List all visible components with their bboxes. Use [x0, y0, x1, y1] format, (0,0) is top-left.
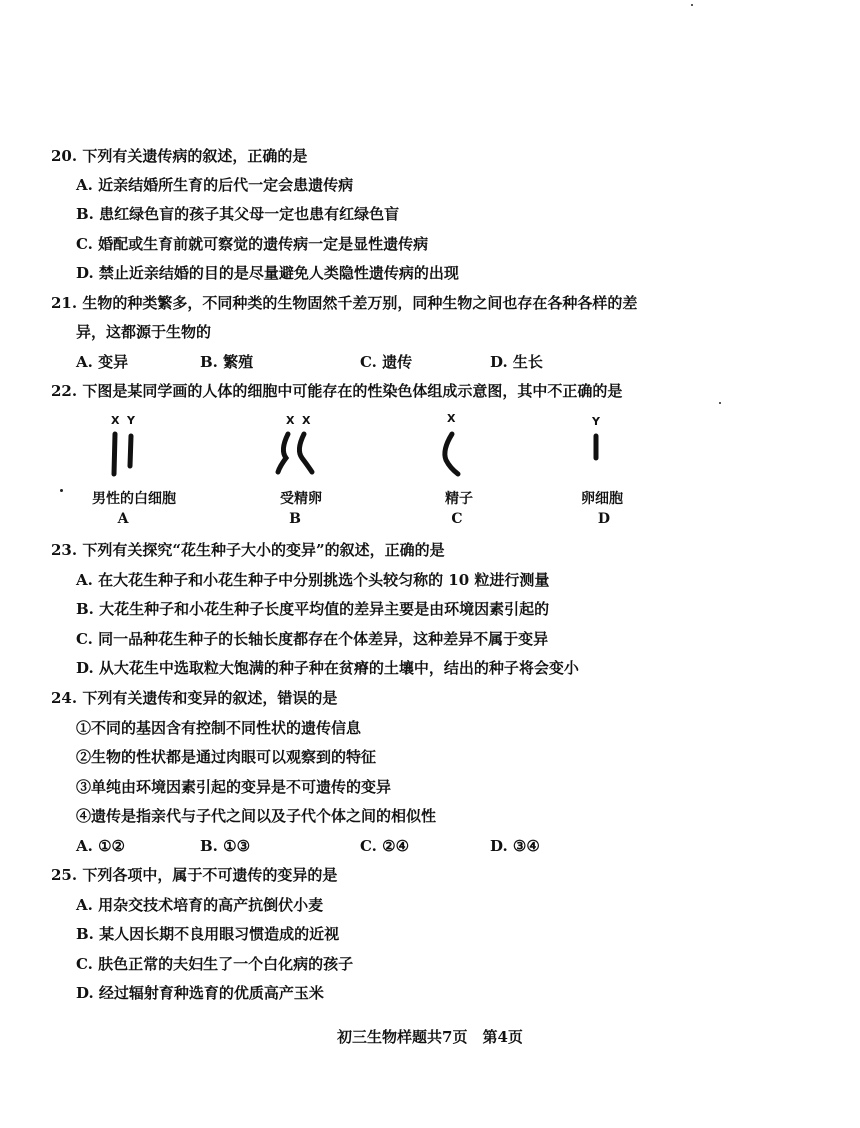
page-footer: 初三生物样题共7页 第4页 [337, 1028, 523, 1046]
figure-b-chromosome-drawing [274, 428, 324, 478]
figure-b-caption: 受精卵 [280, 491, 322, 507]
question-24-statement-1: ①不同的基因含有控制不同性状的遗传信息 [76, 719, 362, 737]
question-24-statement-2: ②生物的性状都是通过肉眼可以观察到的特征 [76, 748, 377, 766]
scan-speck [691, 4, 693, 6]
question-21-option-a: A. 变异 [76, 353, 129, 371]
figure-c-letter: C [451, 511, 463, 527]
figure-b-chromosome-label-2: X [302, 414, 311, 427]
question-24-statement-3: ③单纯由环境因素引起的变异是不可遗传的变异 [76, 778, 392, 796]
question-25-stem: 25. 下列各项中，属于不可遗传的变异的是 [51, 866, 338, 884]
figure-a-chromosome-label-1: X [111, 414, 120, 427]
scan-speck [719, 402, 721, 404]
question-21-option-d: D. 生长 [490, 353, 543, 371]
figure-d-caption: 卵细胞 [581, 491, 623, 507]
question-21-option-b: B. 繁殖 [200, 353, 254, 371]
figure-d-chromosome-label-1: Y [592, 415, 600, 428]
figure-a-caption: 男性的白细胞 [92, 491, 176, 507]
question-21-stem-line1: 21. 生物的种类繁多，不同种类的生物固然千差万别，同种生物之间也存在各种各样的差 [51, 294, 638, 312]
scan-speck [60, 489, 63, 492]
question-20-option-a: A. 近亲结婚所生育的后代一定会患遗传病 [76, 176, 354, 194]
question-20-option-d: D. 禁止近亲结婚的目的是尽量避免人类隐性遗传病的出现 [76, 264, 459, 282]
figure-c-chromosome-label-1: X [447, 412, 456, 425]
question-23-option-c: C. 同一品种花生种子的长轴长度都存在个体差异，这种差异不属于变异 [76, 630, 549, 648]
question-20-option-b: B. 患红绿色盲的孩子其父母一定也患有红绿色盲 [76, 205, 400, 223]
question-25-option-d: D. 经过辐射育种选育的优质高产玉米 [76, 984, 324, 1002]
question-21-stem-line2: 异，这都源于生物的 [76, 323, 212, 341]
figure-c-chromosome-drawing [438, 428, 478, 478]
question-21-option-c: C. 遗传 [360, 353, 413, 371]
question-25-option-b: B. 某人因长期不良用眼习惯造成的近视 [76, 925, 340, 943]
figure-b-letter: B [289, 511, 301, 527]
figure-b-chromosome-label-1: X [286, 414, 295, 427]
question-23-option-d: D. 从大花生中选取粒大饱满的种子种在贫瘠的土壤中，结出的种子将会变小 [76, 659, 579, 677]
question-24-option-b: B. ①③ [200, 837, 251, 855]
question-20-option-c: C. 婚配或生育前就可察觉的遗传病一定是显性遗传病 [76, 235, 429, 253]
question-24-option-d: D. ③④ [490, 837, 540, 855]
figure-a-chromosome-label-2: Y [127, 414, 135, 427]
figure-d-letter: D [597, 511, 611, 527]
question-24-option-c: C. ②④ [360, 837, 410, 855]
question-20-stem: 20. 下列有关遗传病的叙述，正确的是 [51, 147, 308, 165]
figure-d-chromosome-drawing [588, 428, 608, 468]
question-23-stem: 23. 下列有关探究“花生种子大小的变异”的叙述，正确的是 [51, 541, 445, 559]
question-24-statement-4: ④遗传是指亲代与子代之间以及子代个体之间的相似性 [76, 807, 437, 825]
question-25-option-c: C. 肤色正常的夫妇生了一个白化病的孩子 [76, 955, 354, 973]
figure-a-chromosome-drawing [106, 428, 146, 478]
question-22-stem: 22. 下图是某同学画的人体的细胞中可能存在的性染色体组成示意图，其中不正确的是 [51, 382, 623, 400]
question-24-stem: 24. 下列有关遗传和变异的叙述，错误的是 [51, 689, 338, 707]
question-24-option-a: A. ①② [76, 837, 125, 855]
question-25-option-a: A. 用杂交技术培育的高产抗倒伏小麦 [76, 896, 324, 914]
figure-c-caption: 精子 [445, 491, 473, 507]
figure-a-letter: A [117, 511, 129, 527]
question-23-option-a: A. 在大花生种子和小花生种子中分别挑选个头较匀称的 10 粒进行测量 [76, 571, 550, 589]
question-23-option-b: B. 大花生种子和小花生种子长度平均值的差异主要是由环境因素引起的 [76, 600, 550, 618]
